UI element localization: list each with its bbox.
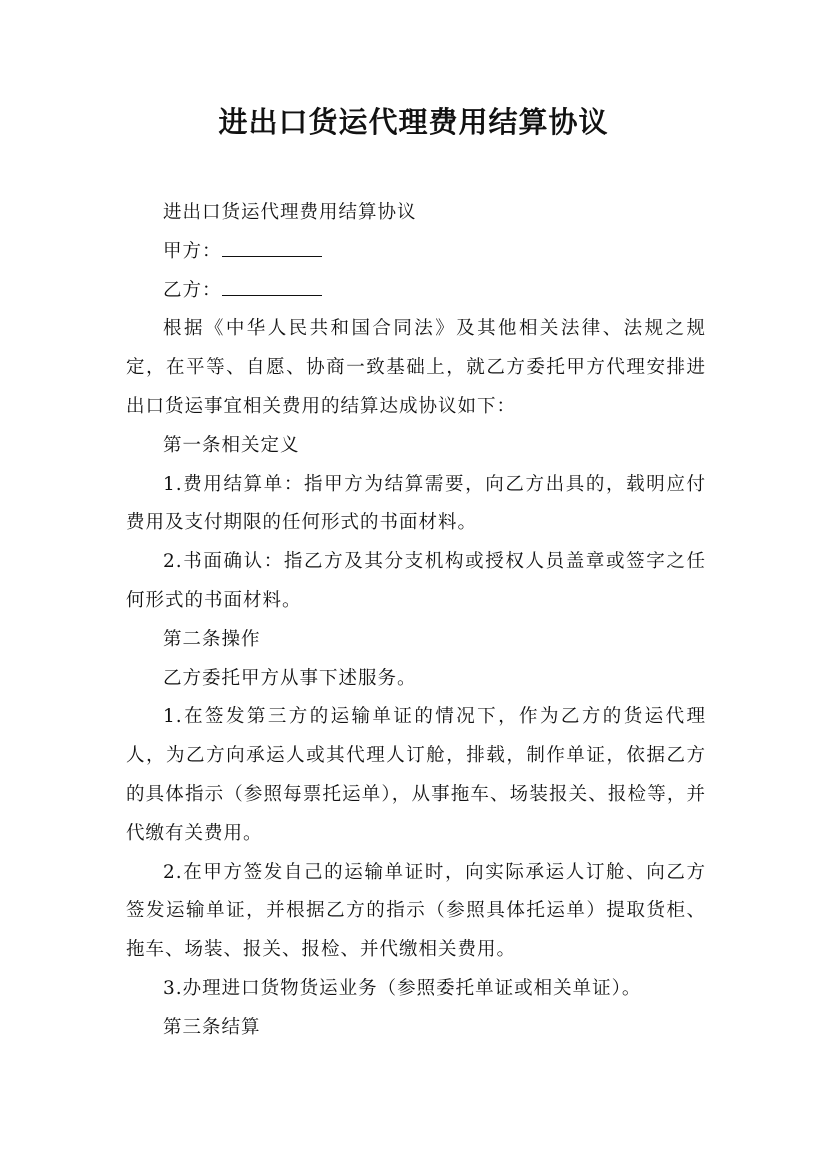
paragraph-1-2: 2.书面确认：指乙方及其分支机构或授权人员盖章或签字之任何形式的书面材料。 [126,551,706,611]
document-title: 进出口货运代理费用结算协议 [218,105,609,139]
document-subtitle: 进出口货运代理费用结算协议 [163,202,417,223]
party-a-line [126,233,706,272]
party-b-label: 乙方： [163,279,222,301]
paragraph-preamble: 根据《中华人民共和国合同法》及其他相关法律、法规之规定，在平等、自愿、协商一致基础上，就乙方委托甲方代理安排进出口货运事宜相关费用的结算达成协议如下： [126,318,706,417]
article-heading-1: 第一条相关定义 [163,434,300,456]
paragraph-2-1: 1.在签发第三方的运输单证的情况下，作为乙方的货运代理人，为乙方向承运人或其代理人订舱，排载，制作单证，依据乙方的具体指示（参照每票托运单），从事拖车、场装报关、报检等，并代缴有关费用。 [126,706,706,844]
party-a-blank [222,236,322,256]
paragraph-2-intro: 乙方委托甲方从事下述服务。 [163,667,417,689]
paragraph-2-2: 2.在甲方签发自己的运输单证时，向实际承运人订舱、向乙方签发运输单证，并根据乙方的指示（参照具体托运单）提取货柜、拖车、场装、报关、报检、并代缴相关费用。 [126,861,706,961]
party-a-label: 甲方： [163,240,222,262]
paragraph-1-1: 1.费用结算单：指甲方为结算需要，向乙方出具的，载明应付费用及支付期限的任何形式的书面材料。 [126,473,706,534]
article-heading-2: 第二条操作 [163,628,261,650]
article-heading-3: 第三条结算 [163,1016,261,1038]
paragraph-2-3: 3.办理进口货物货运业务（参照委托单证或相关单证）。 [163,977,642,999]
party-b-blank [222,275,322,295]
party-b-line [126,272,706,311]
document-body [126,194,706,1048]
